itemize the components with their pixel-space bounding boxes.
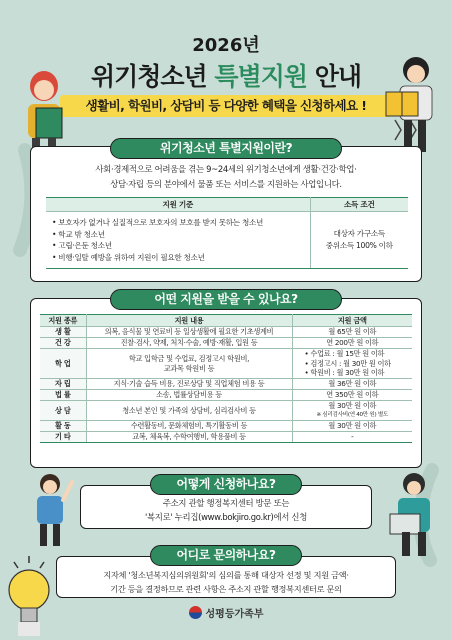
intro-line-2: 상담·자립 등의 분야에서 물품 또는 서비스를 지원하는 사업입니다. — [110, 179, 342, 189]
amount-line: 월 30만 원 이하 — [328, 401, 377, 410]
apply-text — [100, 496, 352, 524]
amount-line: • 검정고시 : 월 30만 원 이하 — [304, 358, 391, 368]
amount-cell: 연 200만 원 이하 — [292, 338, 412, 349]
desc-header: 지원 내용 — [86, 315, 292, 327]
criteria-item: • 보호자가 없거나 실질적으로 보호자의 보호를 받지 못하는 청소년 — [52, 218, 264, 227]
title-prefix: 위기청소년 — [90, 62, 215, 91]
subtitle-banner: 생활비, 학원비, 상담비 등 다양한 혜택을 신청하세요 ! — [60, 95, 392, 117]
contact-line-2: 기간 등을 결정하므로 관련 사항은 주소지 관할 행정복지센터로 문의 — [110, 584, 342, 594]
desc-cell: 소송, 법률상담비용 등 — [86, 390, 292, 401]
ministry-logo-icon — [189, 606, 202, 619]
desc-cell: 청소년 본인 및 가족의 상담비, 심리검사비 등 — [86, 401, 292, 421]
amount-line: • 학원비 : 월 30만 원 이하 — [304, 368, 385, 378]
amount-cell: 월 30만 원 이하 — [292, 421, 412, 432]
amount-cell — [292, 349, 412, 379]
amount-cell: 월 65만 원 이하 — [292, 327, 412, 338]
contact-text — [72, 568, 380, 596]
light-bulb-icon — [4, 556, 54, 636]
criteria-item: • 비행·일탈 예방을 위하여 지원이 필요한 청소년 — [52, 252, 205, 262]
amount-cell: - — [292, 432, 412, 443]
income-header: 소득 조건 — [310, 198, 408, 212]
student-reading-illustration — [378, 50, 448, 160]
kind-cell: 학 업 — [40, 349, 86, 379]
kind-cell: 건 강 — [40, 338, 86, 349]
desc-cell: 수련활동비, 문화체험비, 특기활동비 등 — [86, 421, 292, 432]
table-row — [40, 338, 412, 349]
income-condition — [310, 212, 408, 269]
apply-line-2: '복지로' 누리집(www.bokjiro.go.kr)에서 신청 — [145, 512, 307, 522]
teen-with-laptop-illustration — [384, 470, 444, 560]
contact-section-heading: 어디로 문의하나요? — [150, 545, 302, 566]
intro-section-heading: 위기청소년 특별지원이란? — [110, 138, 342, 159]
criteria-list — [46, 212, 310, 269]
support-table — [40, 314, 412, 443]
table-row — [40, 327, 412, 338]
desc-cell: 진찰·검사, 약제, 처치·수술, 예방·재활, 입원 등 — [86, 338, 292, 349]
apply-line-1: 주소지 관할 행정복지센터 방문 또는 — [162, 498, 290, 508]
income-line-1: 대상자 가구소득 — [333, 229, 385, 238]
eligibility-table — [46, 197, 408, 269]
footer — [0, 605, 452, 620]
criteria-item: • 학교 밖 청소년 — [52, 229, 105, 239]
amount-header: 지원 금액 — [292, 315, 412, 327]
criteria-header: 지원 기준 — [46, 198, 310, 212]
amount-cell — [292, 401, 412, 421]
amount-line: • 수업료 : 월 15만 원 이하 — [304, 349, 385, 359]
desc-line: 학교 입학금 및 수업료, 검정고시 학원비, — [128, 354, 250, 363]
kind-cell: 법 률 — [40, 390, 86, 401]
amount-cell: 연 350만 원 이하 — [292, 390, 412, 401]
intro-line-1: 사회·경제적으로 어려움을 겪는 9~24세의 위기청소년에게 생활·건강·학업· — [95, 164, 357, 174]
girl-with-book-illustration — [8, 60, 78, 160]
waving-kid-illustration — [20, 470, 76, 550]
income-line-2: 중위소득 100% 이하 — [325, 241, 393, 250]
kind-cell: 활 동 — [40, 421, 86, 432]
contact-line-1: 지자체 '청소년복지심의위원회'의 심의를 통해 대상자 선정 및 지원 금액· — [103, 570, 349, 580]
table-row — [40, 349, 412, 379]
kind-cell: 상 담 — [40, 401, 86, 421]
kind-cell: 기 타 — [40, 432, 86, 443]
amount-cell: 월 36만 원 이하 — [292, 379, 412, 390]
amount-note: ※ 심리검사비(연 40만 원) 별도 — [316, 411, 389, 418]
intro-text — [48, 162, 404, 192]
desc-cell — [86, 349, 292, 379]
ministry-name: 성평등가족부 — [205, 609, 264, 620]
kind-header: 지원 종류 — [40, 315, 86, 327]
support-section-heading: 어떤 지원을 받을 수 있나요? — [110, 289, 342, 310]
table-row — [40, 379, 412, 390]
desc-line: 교과목 학원비 등 — [163, 363, 215, 373]
apply-section-heading: 어떻게 신청하나요? — [150, 474, 302, 495]
kind-cell: 자 립 — [40, 379, 86, 390]
title-suffix: 안내 — [307, 62, 362, 91]
year-label: 2026년 — [192, 35, 260, 56]
table-row — [40, 421, 412, 432]
table-row — [40, 390, 412, 401]
desc-cell: 지식·기술 습득 비용, 진로상담 및 직업체험 비용 등 — [86, 379, 292, 390]
kind-cell: 생 활 — [40, 327, 86, 338]
criteria-item: • 고립·은둔 청소년 — [52, 241, 112, 250]
desc-cell: 교복, 체육복, 수학여행비, 학용품비 등 — [86, 432, 292, 443]
table-row — [40, 432, 412, 443]
desc-cell: 의복, 음식물 및 연료비 등 일상생활에 필요한 기초생계비 — [86, 327, 292, 338]
title-highlight: 특별지원 — [214, 62, 308, 91]
table-row — [40, 401, 412, 421]
